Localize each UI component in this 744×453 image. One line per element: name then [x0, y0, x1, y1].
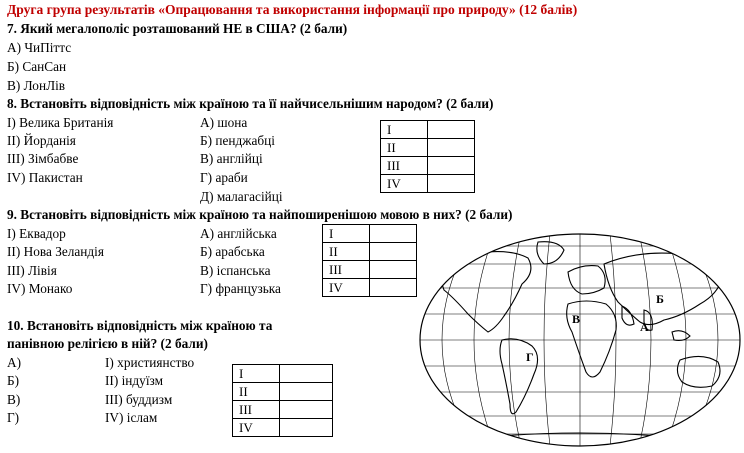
q9-right-b: Б) арабська [200, 244, 265, 259]
table-row-label: ІІІ [323, 261, 370, 279]
q10-right-4: IV) іслам [105, 410, 158, 425]
table-row-label: ІІІ [233, 401, 280, 419]
q10-title-line2: панівною релігією в ній? (2 бали) [7, 336, 208, 351]
q8-right-e: Д) малагасійці [200, 189, 283, 204]
q10-right-2: ІІ) індуїзм [105, 373, 164, 388]
table-row-label: І [323, 225, 370, 243]
map-label-g: Г [526, 350, 534, 364]
q10-left-a: А) [7, 355, 22, 370]
q9-title: 9. Встановіть відповідність між країною та найпоширенішою мовою в них? (2 бали) [7, 207, 513, 222]
q8-left-3: ІІІ) Зімбабве [7, 151, 79, 166]
map-label-v: В [572, 312, 581, 326]
section-header: Друга група результатів «Опрацювання та використання інформації про природу» (12 балів) [7, 2, 578, 17]
q10-left-c: В) [7, 392, 21, 407]
q8-left-4: IV) Пакистан [7, 170, 83, 185]
world-map-outline [418, 232, 742, 448]
answer-cell[interactable] [428, 157, 475, 175]
table-row-label: ІІІ [381, 157, 428, 175]
table-row-label: І [381, 121, 428, 139]
table-row-label: І [233, 365, 280, 383]
q8-right-a: А) шона [200, 115, 248, 130]
answer-cell[interactable] [370, 279, 417, 297]
q8-left-1: І) Велика Британія [7, 115, 114, 130]
q7-option-c: В) ЛонЛів [7, 78, 66, 93]
q10-left-b: Б) [7, 373, 20, 388]
q9-left-2: ІІ) Нова Зеландія [7, 244, 104, 259]
table-row-label: ІІ [381, 139, 428, 157]
answer-cell[interactable] [280, 365, 333, 383]
q10-answer-table [232, 364, 333, 437]
q8-left-2: ІІ) Йорданія [7, 133, 76, 148]
answer-cell[interactable] [428, 121, 475, 139]
answer-cell[interactable] [280, 401, 333, 419]
answer-cell[interactable] [428, 139, 475, 157]
q10-right-1: І) християнство [105, 355, 195, 370]
answer-cell[interactable] [370, 261, 417, 279]
world-map [418, 232, 742, 448]
q9-left-3: ІІІ) Лівія [7, 263, 57, 278]
q8-right-d: Г) араби [200, 170, 248, 185]
map-label-a: А [640, 320, 649, 334]
q8-title: 8. Встановіть відповідність між країною та її найчисельнішим народом? (2 бали) [7, 96, 494, 111]
table-row-label: IV [381, 175, 428, 193]
table-row-label: ІІ [323, 243, 370, 261]
q9-left-4: IV) Монако [7, 281, 73, 296]
answer-cell[interactable] [428, 175, 475, 193]
table-row-label: ІІ [233, 383, 280, 401]
answer-cell[interactable] [370, 243, 417, 261]
q9-right-a: А) англійська [200, 226, 277, 241]
answer-cell[interactable] [280, 383, 333, 401]
q8-right-c: В) англійці [200, 151, 263, 166]
q10-right-3: ІІІ) буддизм [105, 392, 173, 407]
q9-right-d: Г) французька [200, 281, 281, 296]
q7-title: 7. Який мегалополіс розташований НЕ в США? (2 бали) [7, 21, 348, 36]
q9-left-1: І) Еквадор [7, 226, 66, 241]
table-row-label: IV [233, 419, 280, 437]
q7-option-a: А) ЧиПіттс [7, 40, 72, 55]
q10-left-d: Г) [7, 410, 20, 425]
q7-option-b: Б) СанСан [7, 59, 67, 74]
q10-title-line1: 10. Встановіть відповідність між країною та [7, 318, 273, 333]
q9-right-c: В) іспанська [200, 263, 271, 278]
q9-answer-table [322, 224, 417, 297]
answer-cell[interactable] [370, 225, 417, 243]
q8-right-b: Б) пенджабці [200, 133, 275, 148]
map-label-b: Б [656, 292, 664, 306]
q8-answer-table [380, 120, 475, 193]
answer-cell[interactable] [280, 419, 333, 437]
table-row-label: IV [323, 279, 370, 297]
